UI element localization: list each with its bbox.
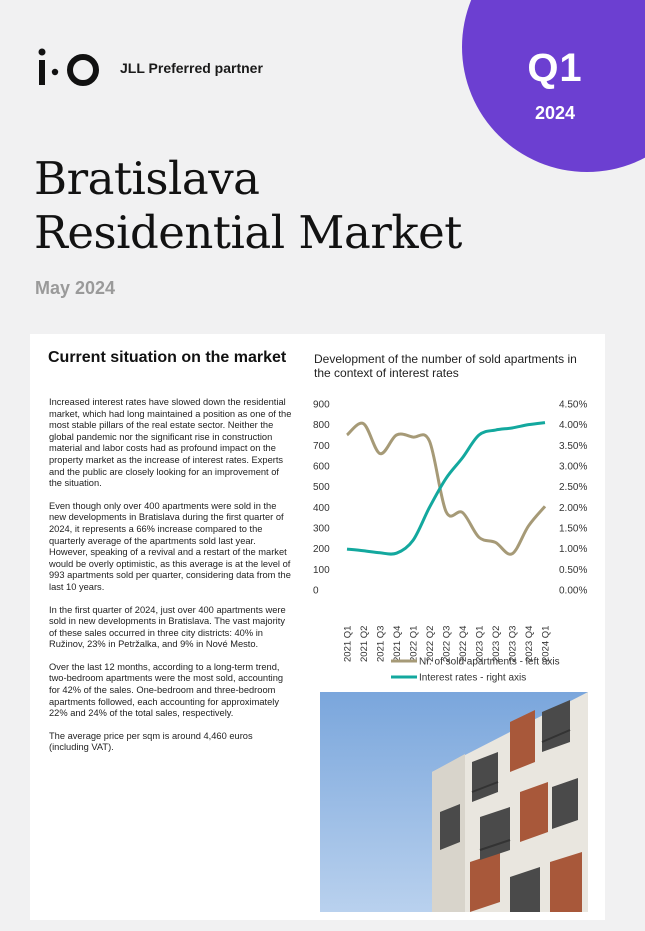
title-line-2: Residential Market <box>34 206 462 259</box>
paragraph: Over the last 12 months, according to a long-term trend, two-bedroom apartments were the most sold, accounting for 42% of the sales. One-bedroom and three-bedroom apartments followed, each accounting for approximately 22% and 24% of the total sales, respectively. <box>49 661 284 719</box>
left-axis-tick-label: 400 <box>313 502 330 514</box>
x-axis-tick-label: 2022 Q2 <box>425 625 436 662</box>
x-axis-tick-label: 2024 Q1 <box>540 625 552 662</box>
right-axis-tick-label: 3.00% <box>559 461 588 473</box>
interest-rates-line <box>347 423 545 555</box>
chart-title: Development of the number of sold apartments in the context of interest rates <box>314 352 577 380</box>
right-axis-tick-label: 4.00% <box>559 420 588 432</box>
report-title <box>34 152 594 260</box>
x-axis-tick-label: 2021 Q1 <box>342 625 354 662</box>
left-axis-tick-label: 600 <box>313 461 330 473</box>
x-axis-tick-label: 2021 Q4 <box>392 625 403 662</box>
right-axis-tick-label: 0.50% <box>559 564 588 576</box>
right-axis-tick-label: 3.50% <box>559 440 588 452</box>
right-axis-tick-label: 2.00% <box>559 502 588 514</box>
partner-label: JLL Preferred partner <box>120 60 263 76</box>
left-axis-tick-label: 800 <box>313 420 330 432</box>
x-axis-tick-label: 2022 Q4 <box>458 625 469 662</box>
right-axis-tick-label: 1.00% <box>559 544 588 556</box>
x-axis-tick-label: 2023 Q3 <box>507 625 519 662</box>
x-axis-tick-label: 2021 Q2 <box>359 625 370 662</box>
paragraph: Increased interest rates have slowed down the residential market, which had long maintained a position as one of the most stable pillars of the real estate sector. Neither the global pandemic nor the significant rise in construction material and labor costs had as profound impact on the property market as the increase of interest rates. Experts and the public are closely looking for an improvement of the situation. <box>49 397 292 489</box>
paragraph: Even though only over 400 apartments were sold in the new developments in Bratislava during the first quarter of 2024, it represents a 66% increase compared to the quarterly average of the apartments sold last year. However, speaking of a revival and a restart of the market would be overly optimistic, as this average is at the level of 993 apartments sold per quarter, considering data from the last 10 years. <box>49 500 291 592</box>
right-axis-tick-label: 0.00% <box>559 585 588 597</box>
sales-interest-chart <box>305 390 595 690</box>
io-logo <box>36 46 106 88</box>
legend-label-rates: Interest rates - right axis <box>419 672 527 684</box>
x-axis-tick-label: 2021 Q3 <box>375 625 387 662</box>
left-axis-tick-label: 100 <box>313 564 330 576</box>
paragraph: In the first quarter of 2024, just over 400 apartments were sold in new developments in Bratislava. The vast majority of these sales occurred in three city districts: 40% in Ružinov, 23% in Petržalka, and 9% in Nové Mesto. <box>49 604 286 650</box>
right-axis-tick-label: 1.50% <box>559 523 588 535</box>
title-line-1: Bratislava <box>34 152 260 205</box>
quarter-label: Q1 <box>527 46 583 90</box>
left-axis-tick-label: 300 <box>313 523 330 535</box>
legend-label-sold: Nr. of sold apartments - left axis <box>419 656 560 668</box>
apartment-building-photo <box>320 692 588 912</box>
body-text <box>49 397 292 765</box>
x-axis-tick-label: 2023 Q4 <box>524 625 535 662</box>
year-label: 2024 <box>534 103 576 123</box>
left-axis-tick-label: 200 <box>313 544 330 556</box>
left-axis-tick-label: 700 <box>313 440 330 452</box>
left-axis-tick-label: 900 <box>313 399 330 411</box>
x-axis-tick-label: 2022 Q1 <box>408 625 420 662</box>
report-date: May 2024 <box>35 278 116 298</box>
right-axis-tick-label: 4.50% <box>559 399 588 411</box>
left-axis-tick-label: 500 <box>313 482 330 494</box>
x-axis-tick-label: 2022 Q3 <box>441 625 453 662</box>
paragraph: The average price per sqm is around 4,460 euros (including VAT). <box>49 730 253 753</box>
left-axis-tick-label: 0 <box>313 585 319 597</box>
x-axis-tick-label: 2023 Q2 <box>491 625 502 662</box>
sold-apartments-line <box>347 423 545 554</box>
right-axis-tick-label: 2.50% <box>559 482 588 494</box>
x-axis-tick-label: 2023 Q1 <box>474 625 486 662</box>
section-title: Current situation on the market <box>48 349 287 366</box>
